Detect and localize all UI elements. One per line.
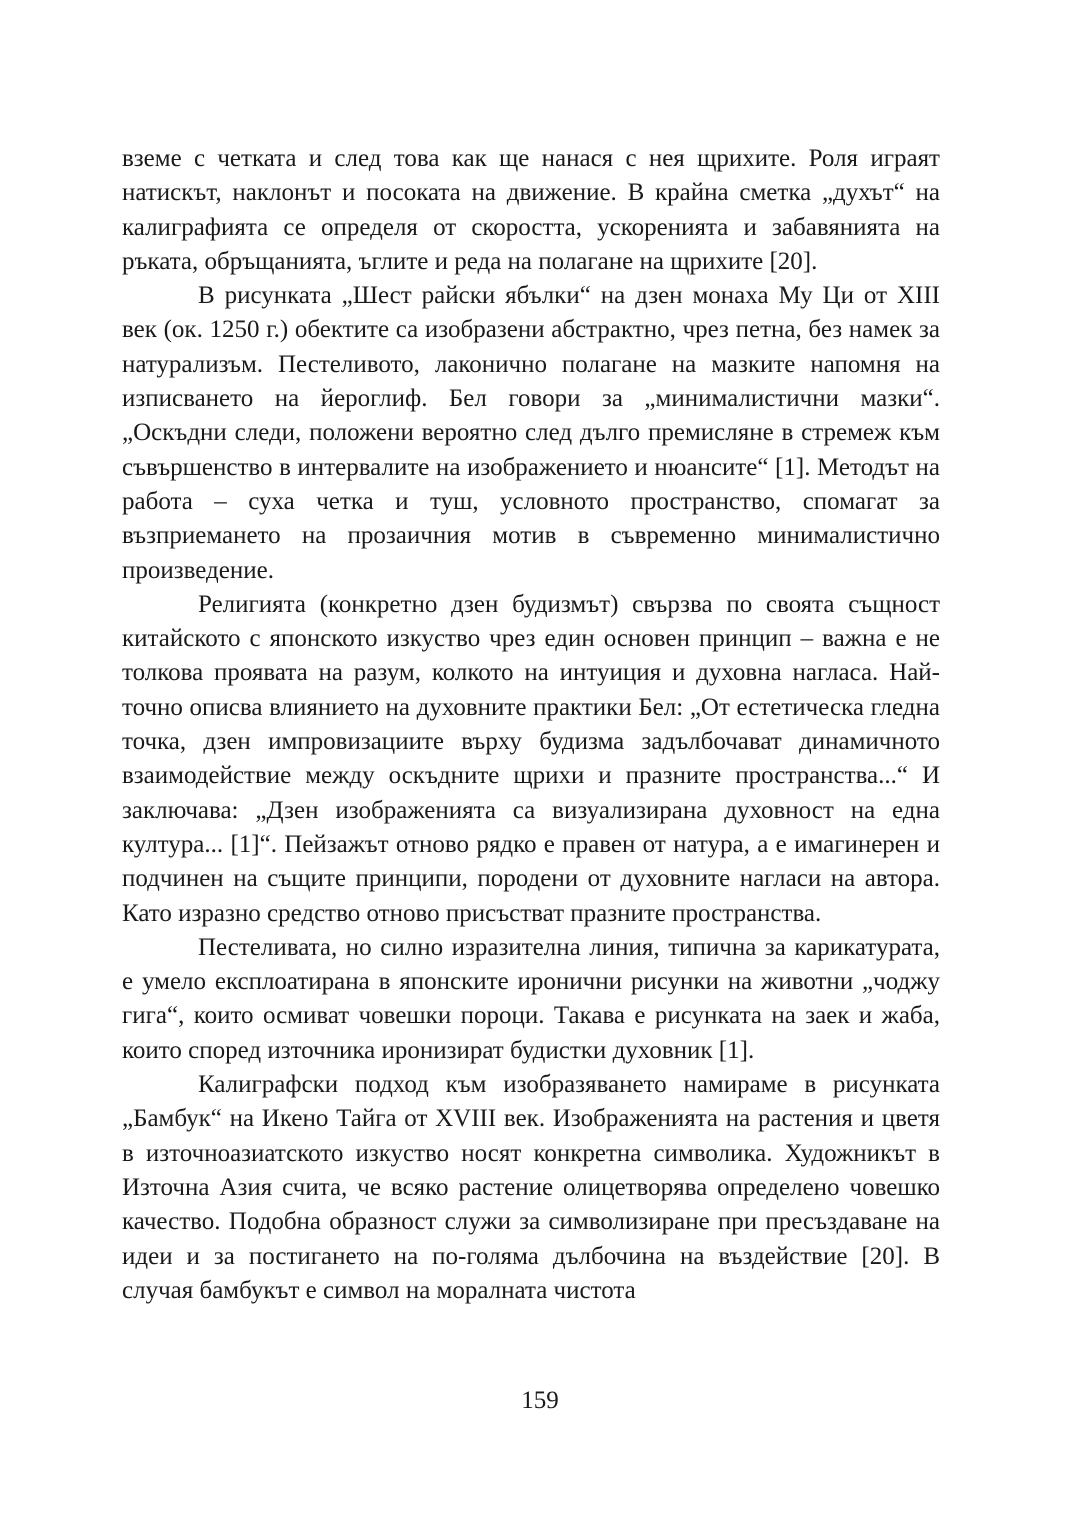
paragraph-3: Религията (конкретно дзен будизмът) свързва по своята същност китайското с японското изкуство чрез един основен принцип – важна е не толкова проявата на разум, колкото на интуиция и духовна нагласа. Най-точно описва влиянието на духовните практики Бел: „От естетическа гледна точка, дзен импровизациите върху будизма задълбочават динамичното взаимодействие между оскъдните щрихи и празните пространства...“ И заключава: „Дзен изображенията са визуализирана духовност на една култура... [1]“. Пейзажът отново рядко е правен от натура, а е имагинерен и подчинен на същите принципи, породени от духовните нагласи на автора. Като изразно средство отново присъстват празните пространства. [122, 590, 940, 927]
page-number: 159 [521, 1387, 559, 1414]
paragraph-5: Калиграфски подход към изобразяването намираме в рисунката „Бамбук“ на Икено Тайга от XVIII век. Изображенията на растения и цветя в източноазиатското изкуство носят конкретна символика. Художникът в Източна Азия счита, че всяко растение олицетворява определено човешко качество. Подобна образност служи за символизиране при пресъздаване на идеи и за постигането на по-голяма дълбочина на въздействие [20]. В случая бамбукът е символ на моралната чистота [122, 1071, 940, 1304]
body-text [122, 142, 940, 1308]
paragraph-1: вземе с четката и след това как ще нанася с нея щрихите. Роля играят натискът, наклонът и посоката на движение. В крайна сметка „духът“ на калиграфията се определя от скоростта, ускоренията и забавянията на ръката, обръщанията, ъглите и реда на полагане на щрихите [20]. [122, 145, 940, 275]
paragraph-2: В рисунката „Шест райски ябълки“ на дзен монаха Му Ци от XIII век (ок. 1250 г.) обектите са изобразени абстрактно, чрез петна, без намек за натурализъм. Пестеливото, лаконично полагане на мазките напомня на изписването на йероглиф. Бел говори за „минималистични мазки“. „Оскъдни следи, положени вероятно след дълго премисляне в стремеж към съвършенство в интервалите на изображението и нюансите“ [1]. Методът на работа – суха четка и туш, условното пространство, спомагат за възприемането на прозаичния мотив в съвременно минималистично произведение. [122, 282, 940, 584]
paragraph-4: Пестеливата, но силно изразителна линия, типична за карикатурата, е умело експлоатирана в японските иронични рисунки на животни „чоджу гига“, които осмиват човешки пороци. Такава е рисунката на заек и жаба, които според източника иронизират будистки духовник [1]. [122, 933, 940, 1064]
